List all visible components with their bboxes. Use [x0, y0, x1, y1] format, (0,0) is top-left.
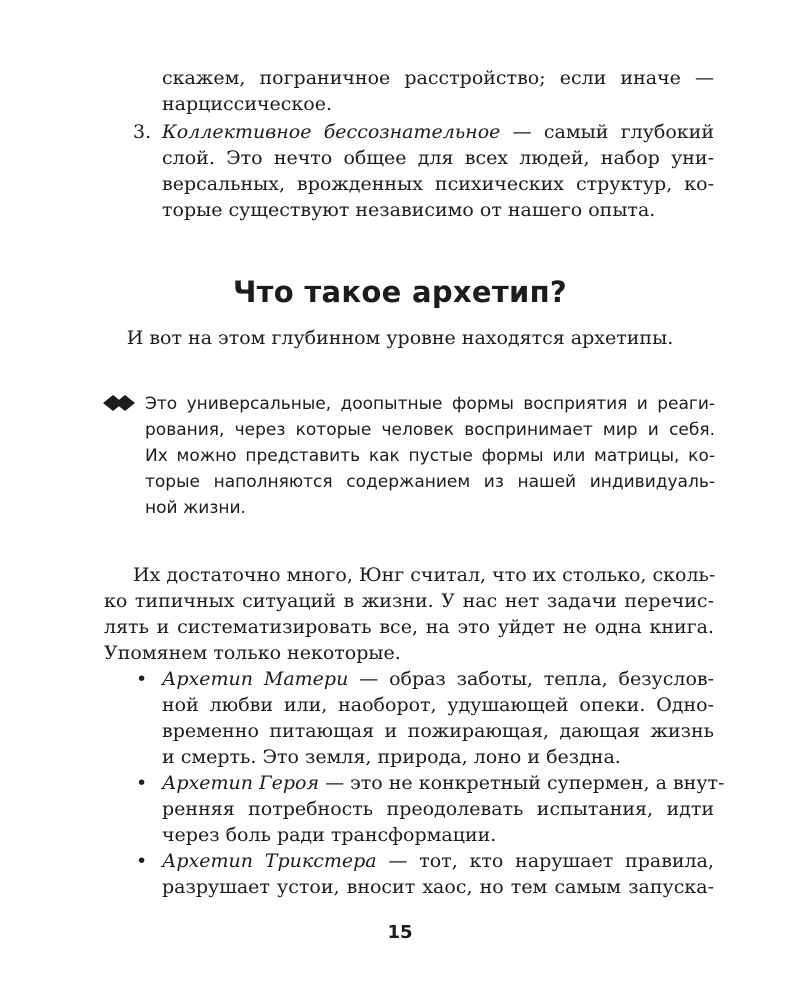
paragraph-line-4: Упомянем только некоторые. — [104, 642, 401, 664]
bullet1-term: Архетип Матери — [162, 668, 349, 690]
item-number: 3. — [133, 121, 152, 143]
paragraph-line-2: ко типичных ситуаций в жизни. У нас нет задачи перечис- — [104, 590, 714, 612]
section-heading: Что такое архетип? — [232, 275, 568, 309]
continued-line-1: скажем, пограничное расстройство; если иначе — — [162, 67, 714, 89]
bullet-marker: • — [136, 772, 148, 794]
item3-line-3: версальных, врожденных психических структур, ко- — [162, 173, 714, 195]
callout-line-4: торые наполняются содержанием из нашей индивидуаль- — [145, 472, 715, 492]
item3-line-4: торые существуют независимо от нашего опыта. — [162, 199, 656, 221]
callout-line-5: ной жизни. — [145, 498, 246, 518]
bullet1-first-rest: — образ заботы, тепла, безуслов- — [348, 668, 714, 690]
page-number: 15 — [387, 922, 413, 943]
bullet1-line-4: и смерть. Это земля, природа, лоно и бездна. — [162, 746, 621, 768]
bullet-marker: • — [136, 850, 148, 872]
bullet2-line-2: ренняя потребность преодолевать испытания, идти — [162, 798, 714, 820]
item3-term: Коллективное бессознательное — [162, 121, 501, 143]
bullet1-line-3: временно питающая и пожирающая, дающая жизнь — [162, 720, 714, 742]
callout-line-2: рования, через которые человек воспринимает мир и себя. — [145, 420, 715, 440]
bullet1-line-2: ной любви или, наоборот, удушающей опеки. Одно- — [162, 694, 714, 716]
bullet3-first-rest: — тот, кто нарушает правила, — [376, 850, 714, 872]
bullet2-first-rest: — это не конкретный супермен, а внут- — [319, 772, 725, 794]
callout-line-1: Это универсальные, доопытные формы восприятия и реаги- — [145, 394, 715, 414]
intro-line: И вот на этом глубинном уровне находятся архетипы. — [126, 327, 674, 349]
bullet3-line-2: разрушает устои, вносит хаос, но тем самым запуска- — [162, 876, 714, 898]
bullet-marker: • — [136, 668, 148, 690]
bullet3-first-line — [162, 848, 714, 874]
paragraph-line-1: Их достаточно много, Юнг считал, что их столько, сколь- — [133, 564, 716, 586]
callout-line-3: Их можно представить как пустые формы или матрицы, ко- — [145, 446, 715, 466]
bullet1-first-line — [162, 666, 714, 692]
bullet2-line-3: через боль ради трансформации. — [162, 824, 497, 846]
continued-line-2: нарциссическое. — [162, 93, 333, 115]
item3-first-rest: — самый глубокий — [500, 121, 714, 143]
item3-line-2: слой. Это нечто общее для всех людей, набор уни- — [162, 147, 714, 169]
bullet3-term: Архетип Трикстера — [162, 850, 377, 872]
item3-first-line — [162, 119, 714, 145]
double-diamond-icon — [103, 393, 135, 413]
bullet2-term: Архетип Героя — [162, 772, 320, 794]
paragraph-line-3: лять и систематизировать все, на это уйдет не одна книга. — [104, 616, 714, 638]
bullet2-first-line — [162, 770, 725, 796]
